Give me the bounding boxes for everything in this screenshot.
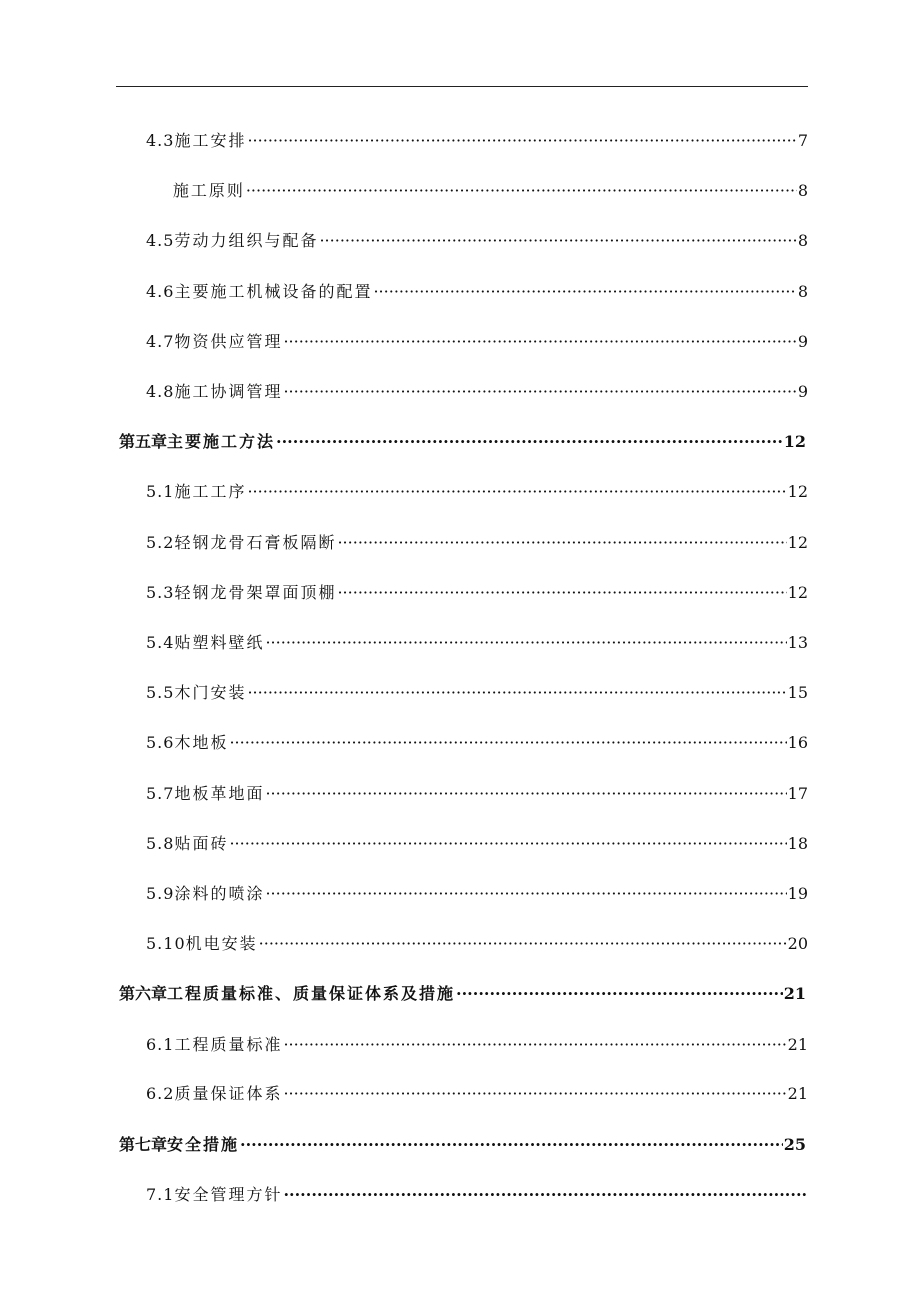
toc-entry-page: 9 [797, 382, 808, 401]
toc-entry-title: 质量保证体系 [174, 1084, 283, 1103]
toc-entry[interactable] [146, 129, 808, 153]
toc-chapter-title: 安全措施 [167, 1135, 240, 1154]
dot-leader [276, 430, 783, 454]
toc-entry[interactable] [146, 280, 808, 304]
toc-entry-page: 12 [787, 533, 808, 552]
toc-entry-number: 4.3 [146, 131, 175, 150]
toc-entry-page: 12 [783, 432, 806, 451]
toc-entry-number: 5.1 [146, 482, 175, 501]
toc-entry-number: 5.3 [146, 583, 175, 602]
dot-leader [247, 129, 796, 153]
toc-entry[interactable] [146, 681, 808, 705]
toc-entry-title: 贴面砖 [174, 834, 229, 853]
toc-entry-page: 20 [787, 934, 808, 953]
toc-entry-title: 施工原则 [172, 181, 245, 200]
toc-entry-page: 15 [787, 683, 808, 702]
toc-chapter-number: 第七章 [119, 1135, 168, 1154]
toc-entry-title: 轻钢龙骨石膏板隔断 [174, 533, 337, 552]
toc-entry-number: 4.6 [146, 282, 175, 301]
toc-entry-page: 18 [787, 834, 808, 853]
toc-chapter-number: 第六章 [119, 984, 168, 1003]
toc-entry-page: 8 [797, 231, 808, 250]
toc-entry[interactable] [146, 531, 808, 555]
toc-entry-title: 贴塑料壁纸 [174, 633, 265, 652]
toc-entry-page: 17 [787, 784, 808, 803]
dot-leader [283, 380, 796, 404]
toc-entry-number: 5.7 [146, 784, 175, 803]
toc-entry-number: 5.8 [146, 834, 175, 853]
toc-entry[interactable] [146, 330, 808, 354]
toc-entry[interactable] [146, 480, 808, 504]
dot-leader [337, 581, 786, 605]
dot-leader [456, 982, 783, 1006]
toc-entry-page: 19 [787, 884, 808, 903]
dot-leader [240, 1133, 783, 1157]
toc-entry-page: 9 [797, 332, 808, 351]
toc-entry-title: 工程质量标准 [174, 1035, 283, 1054]
toc-entry[interactable] [146, 179, 808, 203]
toc-entry-number: 7.1 [146, 1185, 175, 1204]
dot-leader [283, 1082, 786, 1106]
dot-leader [283, 1183, 807, 1207]
dot-leader [265, 882, 786, 906]
header-rule [116, 86, 808, 87]
toc-entry-number: 5.6 [146, 733, 175, 752]
dot-leader [247, 480, 786, 504]
toc-entry-title: 机电安装 [185, 934, 258, 953]
toc-entry-number: 6.1 [146, 1035, 175, 1054]
toc-entry[interactable] [146, 1033, 808, 1057]
toc-entry-page: 25 [783, 1135, 806, 1154]
dot-leader [265, 631, 786, 655]
toc-entry[interactable] [146, 1082, 808, 1106]
toc-entry-number: 5.2 [146, 533, 175, 552]
toc-entry-page: 7 [797, 131, 808, 150]
dot-leader [247, 681, 786, 705]
toc-entry-number: 5.5 [146, 683, 175, 702]
toc-entry[interactable] [146, 229, 808, 253]
toc-entry-number: 4.5 [146, 231, 175, 250]
toc-entry[interactable] [146, 631, 808, 655]
toc-entry-title: 物资供应管理 [174, 332, 283, 351]
toc-entry-title: 施工工序 [174, 482, 247, 501]
toc-entry-title: 劳动力组织与配备 [174, 231, 319, 250]
dot-leader [337, 531, 786, 555]
toc-entry-number: 5.4 [146, 633, 175, 652]
toc-entry-title: 木门安装 [174, 683, 247, 702]
dot-leader [259, 932, 787, 956]
toc-entry-title: 施工安排 [174, 131, 247, 150]
dot-leader [373, 280, 796, 304]
dot-leader [229, 731, 786, 755]
toc-chapter-entry[interactable] [119, 982, 806, 1006]
dot-leader [283, 1033, 786, 1057]
toc-entry-title: 轻钢龙骨架罩面顶棚 [174, 583, 337, 602]
toc-entry[interactable] [146, 1183, 808, 1207]
toc-entry-page: 21 [787, 1084, 808, 1103]
toc-entry-page: 21 [783, 984, 806, 1003]
toc-entry-number: 4.8 [146, 382, 175, 401]
dot-leader [229, 832, 786, 856]
toc-entry-title: 涂料的喷涂 [174, 884, 265, 903]
toc-chapter-title: 主要施工方法 [167, 432, 276, 451]
dot-leader [283, 330, 796, 354]
toc-entry-title: 安全管理方针 [174, 1185, 283, 1204]
toc-entry-page: 8 [797, 282, 808, 301]
dot-leader [246, 179, 797, 203]
toc-entry[interactable] [146, 731, 808, 755]
toc-entry[interactable] [146, 882, 808, 906]
toc-entry-page: 21 [787, 1035, 808, 1054]
dot-leader [265, 782, 786, 806]
toc-entry-number: 5.9 [146, 884, 175, 903]
toc-chapter-title: 工程质量标准、质量保证体系及措施 [167, 984, 456, 1003]
toc-entry[interactable] [146, 581, 808, 605]
toc-entry-title: 木地板 [174, 733, 229, 752]
toc-entry-number: 4.7 [146, 332, 175, 351]
toc-entry-title: 施工协调管理 [174, 382, 283, 401]
toc-entry-number: 5.10 [146, 934, 186, 953]
toc-entry[interactable] [146, 782, 808, 806]
toc-entry-page: 13 [787, 633, 808, 652]
toc-entry-page: 12 [787, 583, 808, 602]
toc-entry-page: 12 [787, 482, 808, 501]
toc-entry-number: 6.2 [146, 1084, 175, 1103]
toc-chapter-entry[interactable] [119, 1133, 806, 1157]
dot-leader [319, 229, 796, 253]
toc-chapter-entry[interactable] [119, 430, 806, 454]
toc-chapter-number: 第五章 [119, 432, 168, 451]
toc-entry-page: 8 [797, 181, 808, 200]
toc-entry-page: 16 [787, 733, 808, 752]
toc-entry-title: 地板革地面 [174, 784, 265, 803]
toc-entry-title: 主要施工机械设备的配置 [174, 282, 373, 301]
toc-entry[interactable] [146, 380, 808, 404]
toc-entry[interactable] [146, 932, 808, 956]
toc-entry[interactable] [146, 832, 808, 856]
